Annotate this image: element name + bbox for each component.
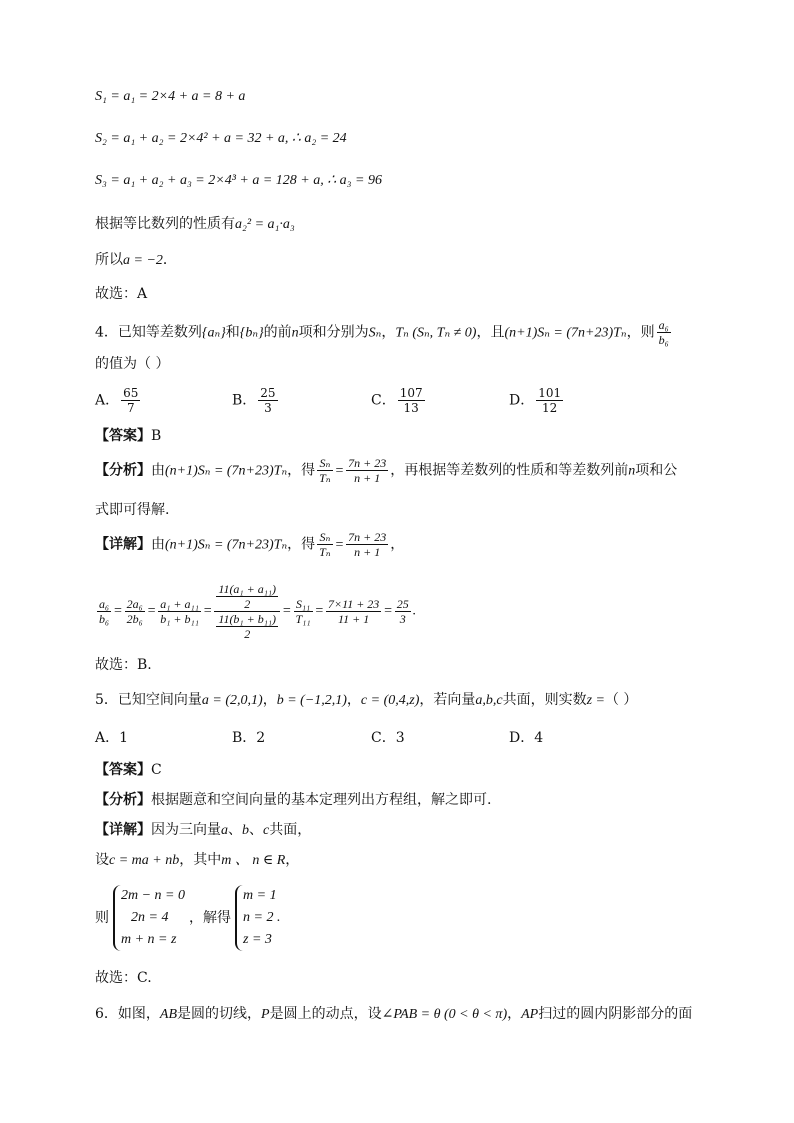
q5-option-a[interactable]: A．1	[95, 730, 129, 746]
q4-option-b[interactable]: B． $\frac{25}{3}$	[232, 386, 276, 415]
q4-final: 故选：B.	[95, 657, 152, 673]
q4-analysis-cont: 式即可得解.	[95, 502, 170, 518]
q4-stem-cont: 的值为（ ）	[95, 356, 170, 372]
q5-setup: 设c = ma + nb，其中m 、 n ∈ R，	[95, 852, 300, 868]
q4-analysis: 【分析】由(n+1)Sₙ = (7n+23)Tₙ，得 $\frac{\text{Sₙ}}{\text{Tₙ}}$ = $\frac{7n + 23}{n + 1}$ ，再根据等差数列的性质和等差数列前n项和公	[95, 456, 678, 485]
q4-stem: 4．已知等差数列{aₙ}和{bₙ}的前n项和分别为Sₙ，Tₙ (Sₙ, Tₙ ≠ 0)，且(n+1)Sₙ = (7n+23)Tₙ，则 $\frac{\text{a₆}}{\text{b₆}}$	[95, 318, 669, 347]
s2-formula: S₂ = a₁ + a₂ = 2×4² + a = 32 + a, ∴ a₂ = 24	[95, 131, 347, 146]
q5-stem: 5．已知空间向量a = (2,0,1)，b = (−1,2,1)，c = (0,4,z)，若向量a,b,c共面，则实数z =（ ）	[95, 692, 638, 708]
q5-answer: 【答案】C	[95, 762, 162, 778]
property-line: 根据等比数列的性质有a₂² = a₁·a₃	[95, 216, 295, 232]
q4-option-c[interactable]: C． $\frac{107}{13}$	[371, 386, 423, 415]
solution-system: m = 1 n = 2 . z = 3	[235, 885, 280, 951]
q5-option-b[interactable]: B．2	[232, 730, 266, 746]
s1-formula: S₁ = a₁ = 2×4 + a = 8 + a	[95, 89, 246, 104]
q6-stem: 6．如图，AB是圆的切线，P是圆上的动点，设∠PAB = θ (0 < θ < π)，AP扫过的圆内阴影部分的面	[95, 1006, 693, 1022]
q5-option-d[interactable]: D．4	[509, 730, 544, 746]
property-formula: a₂² = a₁·a₃	[235, 217, 295, 232]
q5-option-c[interactable]: C．3	[371, 730, 405, 746]
q5-system: 则 2m − n = 0 2n = 4 m + n = z ，解得 m = 1 n = 2 . z = 3	[95, 885, 284, 951]
q4-option-d[interactable]: D． $\frac{101}{12}$	[509, 386, 562, 415]
q5-analysis: 【分析】根据题意和空间向量的基本定理列出方程组，解之即可.	[95, 792, 492, 808]
s3-formula: S₃ = a₁ + a₂ + a₃ = 2×4³ + a = 128 + a, ∴ a₃ = 96	[95, 173, 382, 188]
q4-answer: 【答案】B	[95, 428, 162, 444]
equation-system: 2m − n = 0 2n = 4 m + n = z	[113, 885, 185, 951]
answer-q3: 故选：A	[95, 286, 148, 302]
q5-detail: 【详解】因为三向量a、b、c共面，	[95, 822, 312, 838]
q4-ask-fraction: $\frac{\text{a₆}}{\text{b₆}}$	[658, 318, 669, 347]
q5-final: 故选：C.	[95, 970, 152, 986]
so-line: 所以a = −2．	[95, 252, 177, 268]
q4-derivation-chain: $\frac{\text{a₆}}{\text{b₆}}$ = $\frac{\text{2a₆}}{\text{2b₆}}$ = $\frac{\text{a₁ + a₁₁}}{\text{b₁ + b₁₁}}$ = $\frac{\frac{\text{11(a₁ + a₁₁)}}{2}}{\frac{\text{11(b₁ + b₁₁)}}{2}}$ = $\frac{\text{S₁₁}}{\text{T₁₁}}$ = $\frac{7\times 11 + 23}{11 + 1}$ = $\frac{25}{3}$ .	[99, 582, 417, 641]
q4-detail: 【详解】由(n+1)Sₙ = (7n+23)Tₙ，得 $\frac{\text{Sₙ}}{\text{Tₙ}}$ = $\frac{7n + 23}{n + 1}$ ，	[95, 530, 405, 559]
q4-option-a[interactable]: A． $\frac{65}{7}$	[95, 386, 139, 415]
